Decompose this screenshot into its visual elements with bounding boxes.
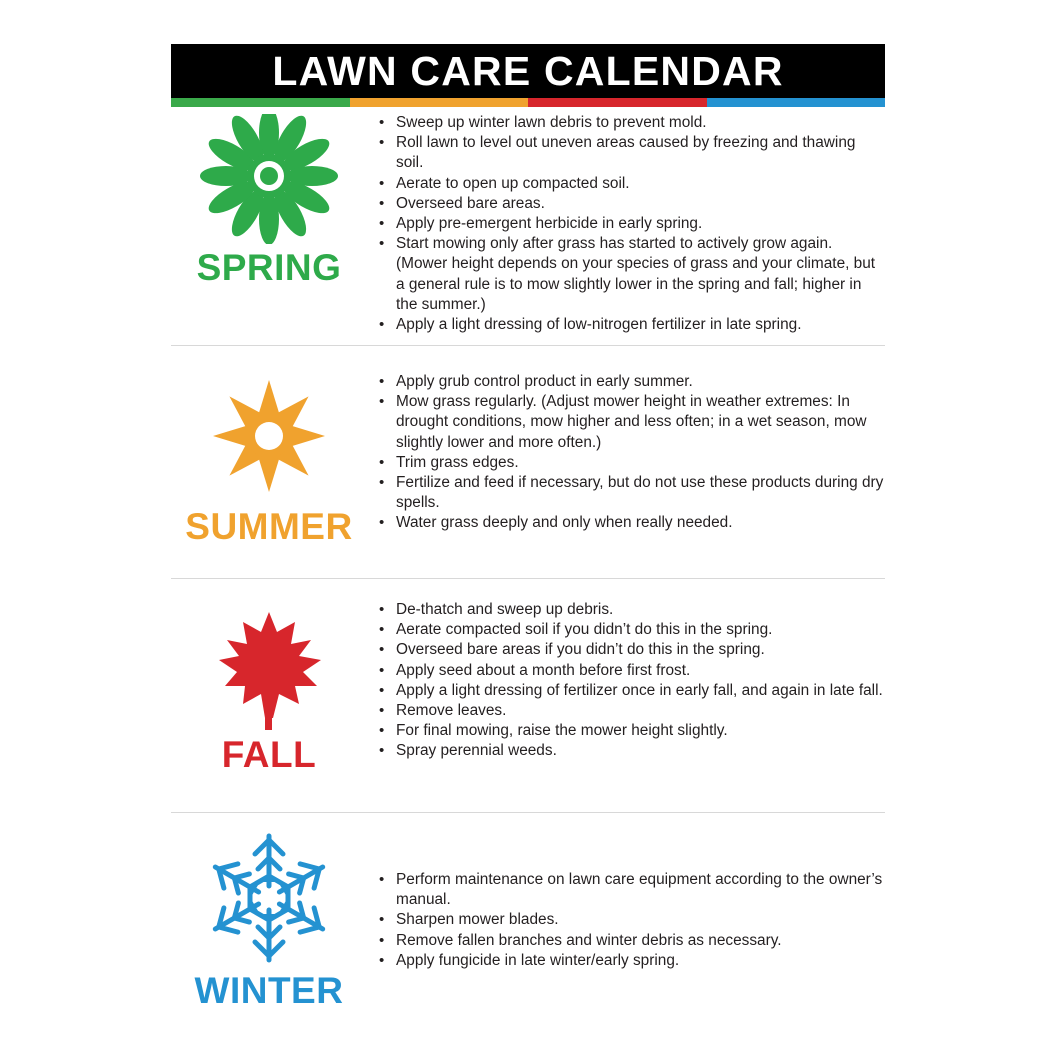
header [171, 44, 885, 107]
list-item: • Mow grass regularly. (Adjust mower height in weather extremes: In drought conditions, mow higher and less often; in a wet season, mow slightly lower and more often.) [375, 392, 885, 453]
season-color-strip [171, 98, 885, 107]
page-title: LAWN CARE CALENDAR [272, 47, 784, 94]
list-item: • Apply pre-emergent herbicide in early spring. [375, 214, 885, 234]
spring-list [367, 113, 885, 335]
season-label-spring: SPRING [196, 247, 342, 288]
list-item: • Perform maintenance on lawn care equipment according to the owner’s manual. [375, 870, 885, 910]
divider-1 [171, 345, 885, 346]
strip-blue [707, 98, 886, 107]
list-item: • For final mowing, raise the mower height slightly. [375, 721, 885, 741]
fall-list [367, 600, 885, 762]
sun-icon [194, 372, 344, 504]
strip-orange [350, 98, 529, 107]
divider-3 [171, 812, 885, 813]
list-item: • Sharpen mower blades. [375, 910, 885, 930]
list-item: • Trim grass edges. [375, 453, 885, 473]
section-spring [171, 113, 885, 335]
list-item: • Remove leaves. [375, 701, 885, 721]
season-label-fall: FALL [221, 734, 317, 775]
section-fall [171, 600, 885, 773]
spring-items [375, 113, 885, 335]
list-item: • Start mowing only after grass has started to actively grow again. (Mower height depends on your species of grass and your climate, but a general rule is to mow slightly lower in the spring and fall; higher in the summer.) [375, 234, 885, 315]
list-item: • Aerate to open up compacted soil. [375, 174, 885, 194]
list-item: • Remove fallen branches and winter debris as necessary. [375, 931, 885, 951]
season-label-winter: WINTER [194, 970, 344, 1011]
summer-list [367, 372, 885, 534]
winter-icon-column [171, 828, 367, 1009]
list-item: • Apply seed about a month before first frost. [375, 661, 885, 681]
list-item: • Spray perennial weeds. [375, 741, 885, 761]
summer-items [375, 372, 885, 534]
list-item: • Sweep up winter lawn debris to prevent mold. [375, 113, 885, 133]
list-item: • Apply grub control product in early summer. [375, 372, 885, 392]
divider-2 [171, 578, 885, 579]
list-item: • Roll lawn to level out uneven areas caused by freezing and thawing soil. [375, 133, 885, 173]
flower-icon [194, 113, 344, 245]
list-item: • Apply a light dressing of fertilizer once in early fall, and again in late fall. [375, 681, 885, 701]
winter-list [367, 828, 885, 971]
title-bar [171, 44, 885, 98]
list-item: • Water grass deeply and only when really needed. [375, 513, 885, 533]
snowflake-icon [194, 828, 344, 968]
list-item: • Aerate compacted soil if you didn’t do this in the spring. [375, 620, 885, 640]
list-item: • De-thatch and sweep up debris. [375, 600, 885, 620]
list-item: • Apply a light dressing of low-nitrogen fertilizer in late spring. [375, 315, 885, 335]
list-item: • Fertilize and feed if necessary, but do not use these products during dry spells. [375, 473, 885, 513]
list-item: • Overseed bare areas if you didn’t do this in the spring. [375, 640, 885, 660]
maple-leaf-icon [194, 600, 344, 732]
spring-icon-column [171, 113, 367, 286]
fall-icon-column [171, 600, 367, 773]
winter-items [375, 870, 885, 971]
strip-green [171, 98, 350, 107]
season-label-summer: SUMMER [185, 506, 353, 547]
section-summer [171, 372, 885, 545]
fall-items [375, 600, 885, 762]
strip-red [528, 98, 707, 107]
list-item: • Apply fungicide in late winter/early spring. [375, 951, 885, 971]
section-winter [171, 828, 885, 1009]
list-item: • Overseed bare areas. [375, 194, 885, 214]
summer-icon-column [171, 372, 367, 545]
